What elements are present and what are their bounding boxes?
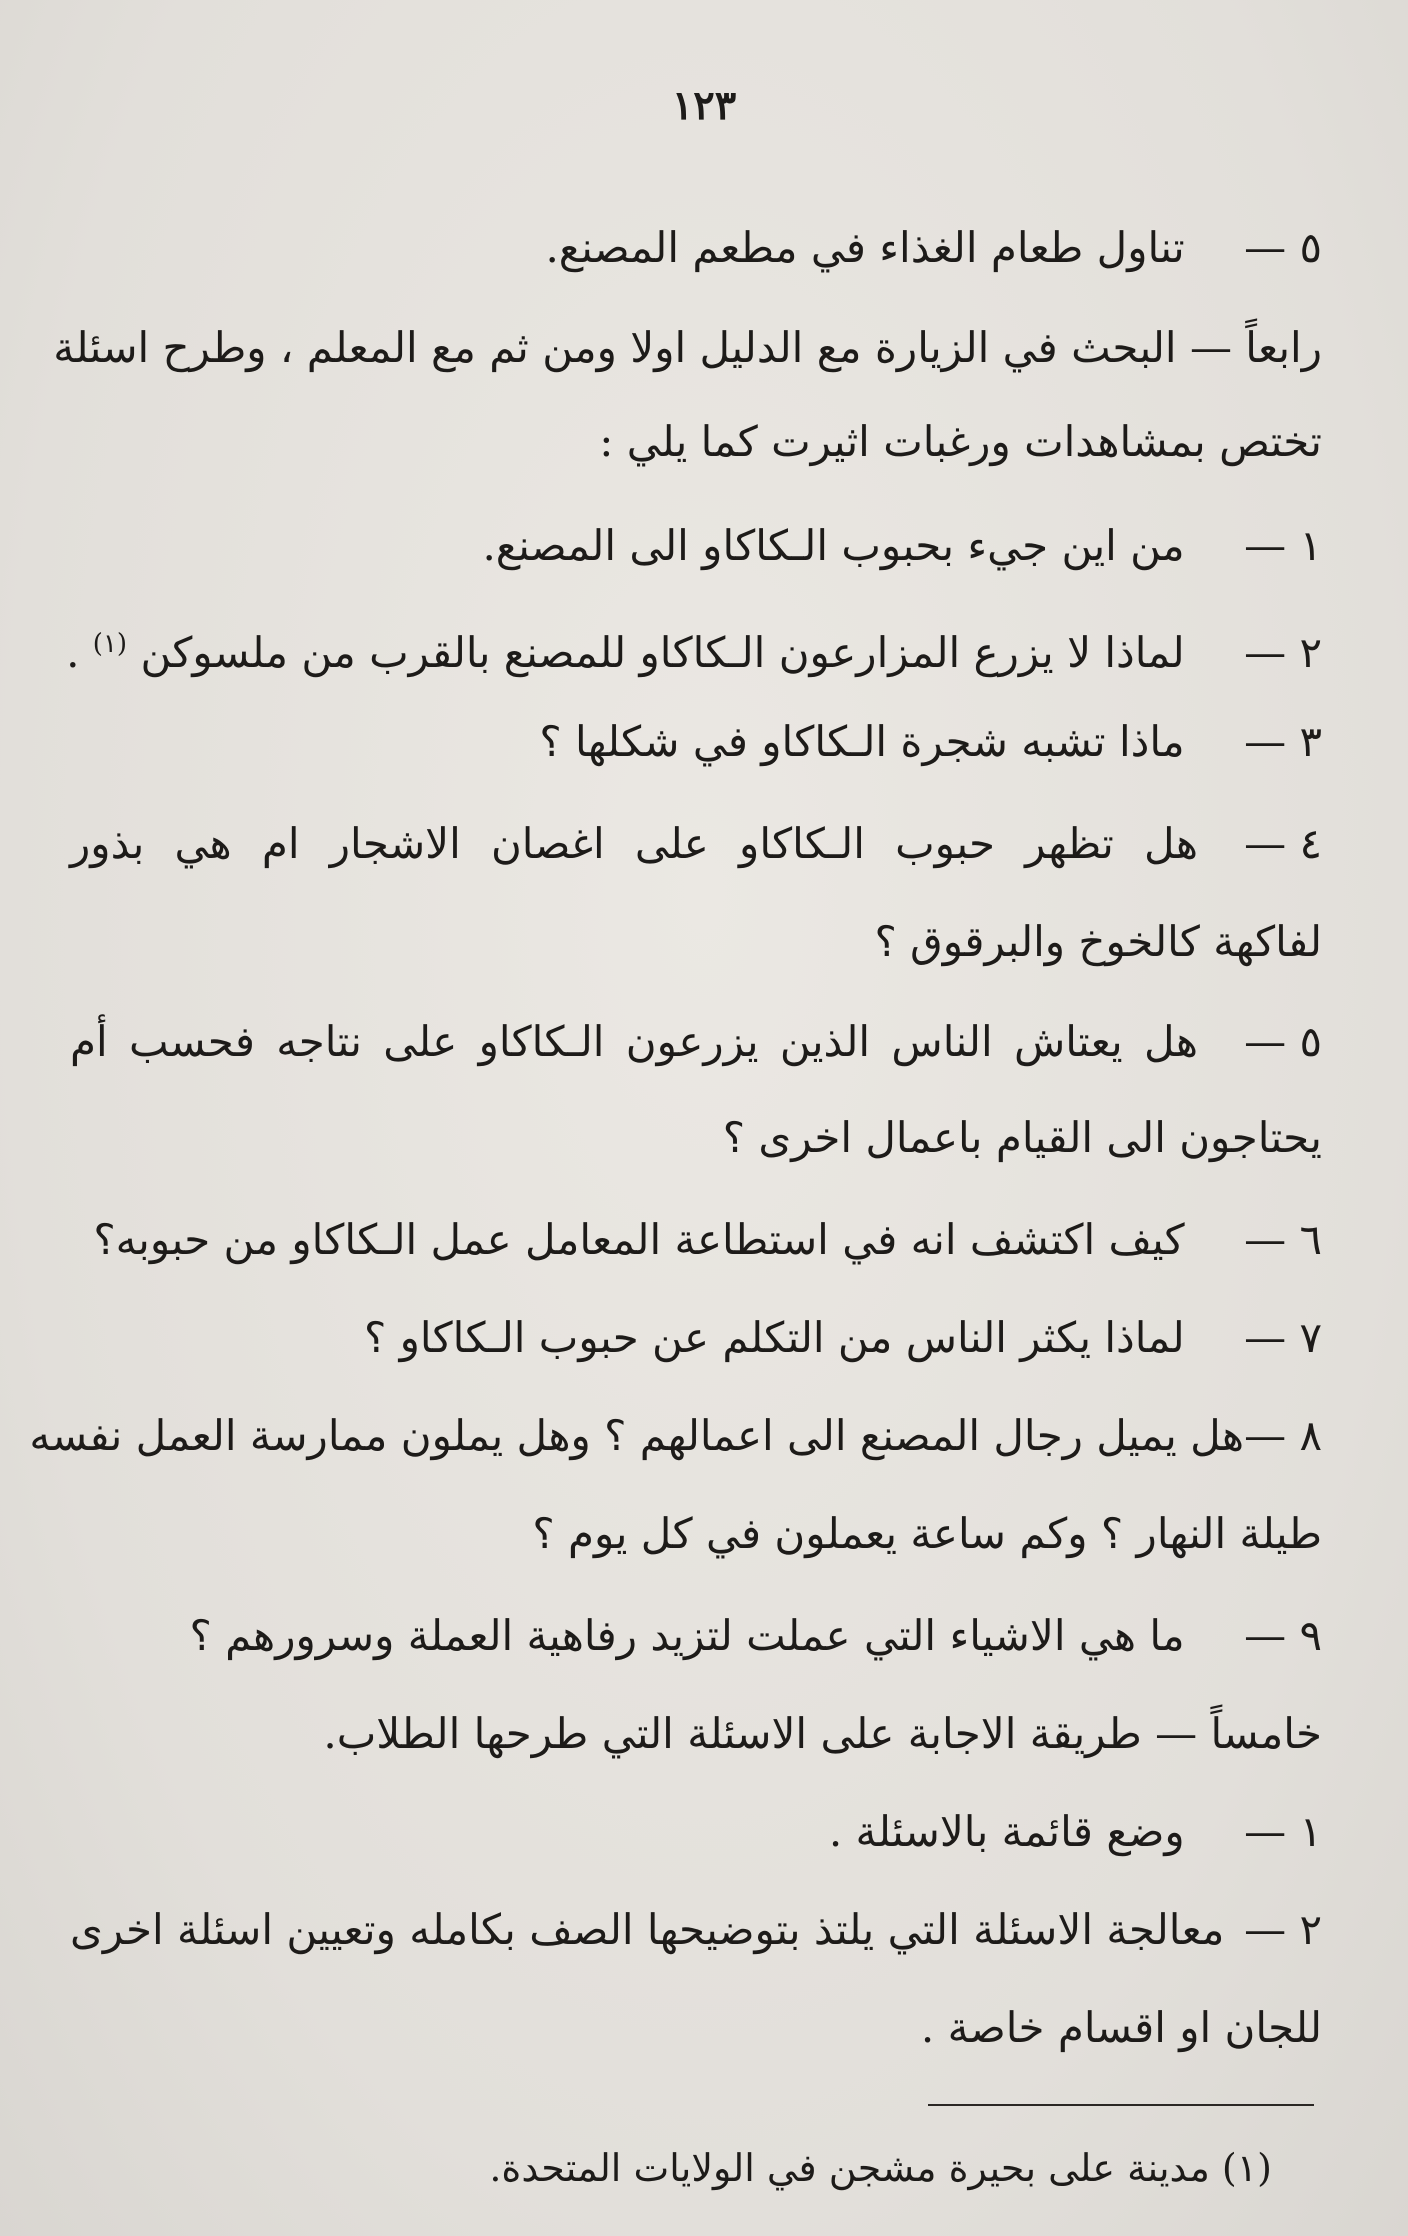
question-text	[66, 614, 1185, 683]
question-text: ما هي الاشياء التي عملت لتزيد رفاهية العملة وسرورهم ؟	[189, 1611, 1185, 1660]
step-text: معالجة الاسئلة التي يلتذ بتوضيحها الصف بكامله وتعيين اسئلة اخرى	[70, 1905, 1225, 1954]
step-text: وضع قائمة بالاسئلة .	[828, 1807, 1185, 1856]
question-text: لماذا يكثر الناس من التكلم عن حبوب الـكاكاو ؟	[363, 1313, 1185, 1362]
question-number: ٨ —	[1244, 1411, 1322, 1460]
section-four-heading: رابعاً — البحث في الزيارة مع الدليل اولا ومن ثم مع المعلم ، وطرح اسئلة	[53, 323, 1322, 372]
step-number: ١ —	[1244, 1807, 1322, 1856]
question-number: ٤ —	[1244, 819, 1322, 868]
footnote: (١) مدينة على بحيرة مشجن في الولايات المتحدة.	[489, 2146, 1272, 2190]
question-text: كيف اكتشف انه في استطاعة المعامل عمل الـكاكاو من حبوبه؟	[93, 1215, 1185, 1264]
question-number: ٣ —	[1244, 717, 1322, 766]
question-number: ٢ —	[1244, 628, 1322, 677]
question-3	[70, 712, 1322, 774]
question-number: ٥ —	[1244, 1017, 1322, 1066]
section-four-continuation: تختص بمشاهدات ورغبات اثيرت كما يلي :	[599, 417, 1322, 466]
question-9	[70, 1606, 1322, 1668]
footnote-reference: (١)	[92, 629, 128, 659]
question-number: ١ —	[1244, 521, 1322, 570]
question-text: هل تظهر حبوب الـكاكاو على اغصان الاشجار ام هي بذور	[70, 819, 1198, 868]
question-text: هل يميل رجال المصنع الى اعمالهم ؟ وهل يملون ممارسة العمل نفسه	[29, 1411, 1245, 1460]
question-number: ٦ —	[1244, 1215, 1322, 1264]
question-8	[29, 1406, 1322, 1468]
section-five-heading: خامساً — طريقة الاجابة على الاسئلة التي طرحها الطلاب.	[323, 1709, 1322, 1758]
question-5	[70, 1012, 1322, 1074]
step-number: ٢ —	[1244, 1905, 1322, 1954]
item-text: تناول طعام الغذاء في مطعم المصنع.	[545, 223, 1185, 272]
question-7	[70, 1308, 1322, 1370]
question-1	[70, 516, 1322, 578]
question-text: ماذا تشبه شجرة الـكاكاو في شكلها ؟	[539, 717, 1185, 766]
answer-step-2-continuation: للجان او اقسام خاصة .	[920, 2003, 1322, 2052]
question-text: من اين جيء بحبوب الـكاكاو الى المصنع.	[482, 521, 1185, 570]
question-number: ٧ —	[1244, 1313, 1322, 1362]
question-number: ٩ —	[1244, 1611, 1322, 1660]
item-number: ٥ —	[1244, 223, 1322, 272]
question-4-continuation: لفاكهة كالخوخ والبرقوق ؟	[874, 917, 1322, 966]
question-5-continuation: يحتاجون الى القيام باعمال اخرى ؟	[722, 1113, 1322, 1162]
answer-step-1	[70, 1802, 1322, 1864]
footnote-divider	[928, 2104, 1314, 2106]
question-2	[66, 614, 1322, 677]
answer-step-2	[70, 1900, 1322, 1962]
question-4	[70, 814, 1322, 876]
page-number: ١٢٣	[671, 82, 737, 129]
question-2-body: لماذا لا يزرع المزارعون الـكاكاو للمصنع بالقرب من ملسوكن	[140, 628, 1185, 677]
question-text: هل يعتاش الناس الذين يزرعون الـكاكاو على نتاجه فحسب أم	[70, 1017, 1198, 1066]
question-2-period: .	[66, 628, 80, 677]
question-6	[70, 1210, 1322, 1272]
question-8-continuation: طيلة النهار ؟ وكم ساعة يعملون في كل يوم ؟	[532, 1509, 1322, 1558]
list-item-lunch	[70, 218, 1322, 280]
